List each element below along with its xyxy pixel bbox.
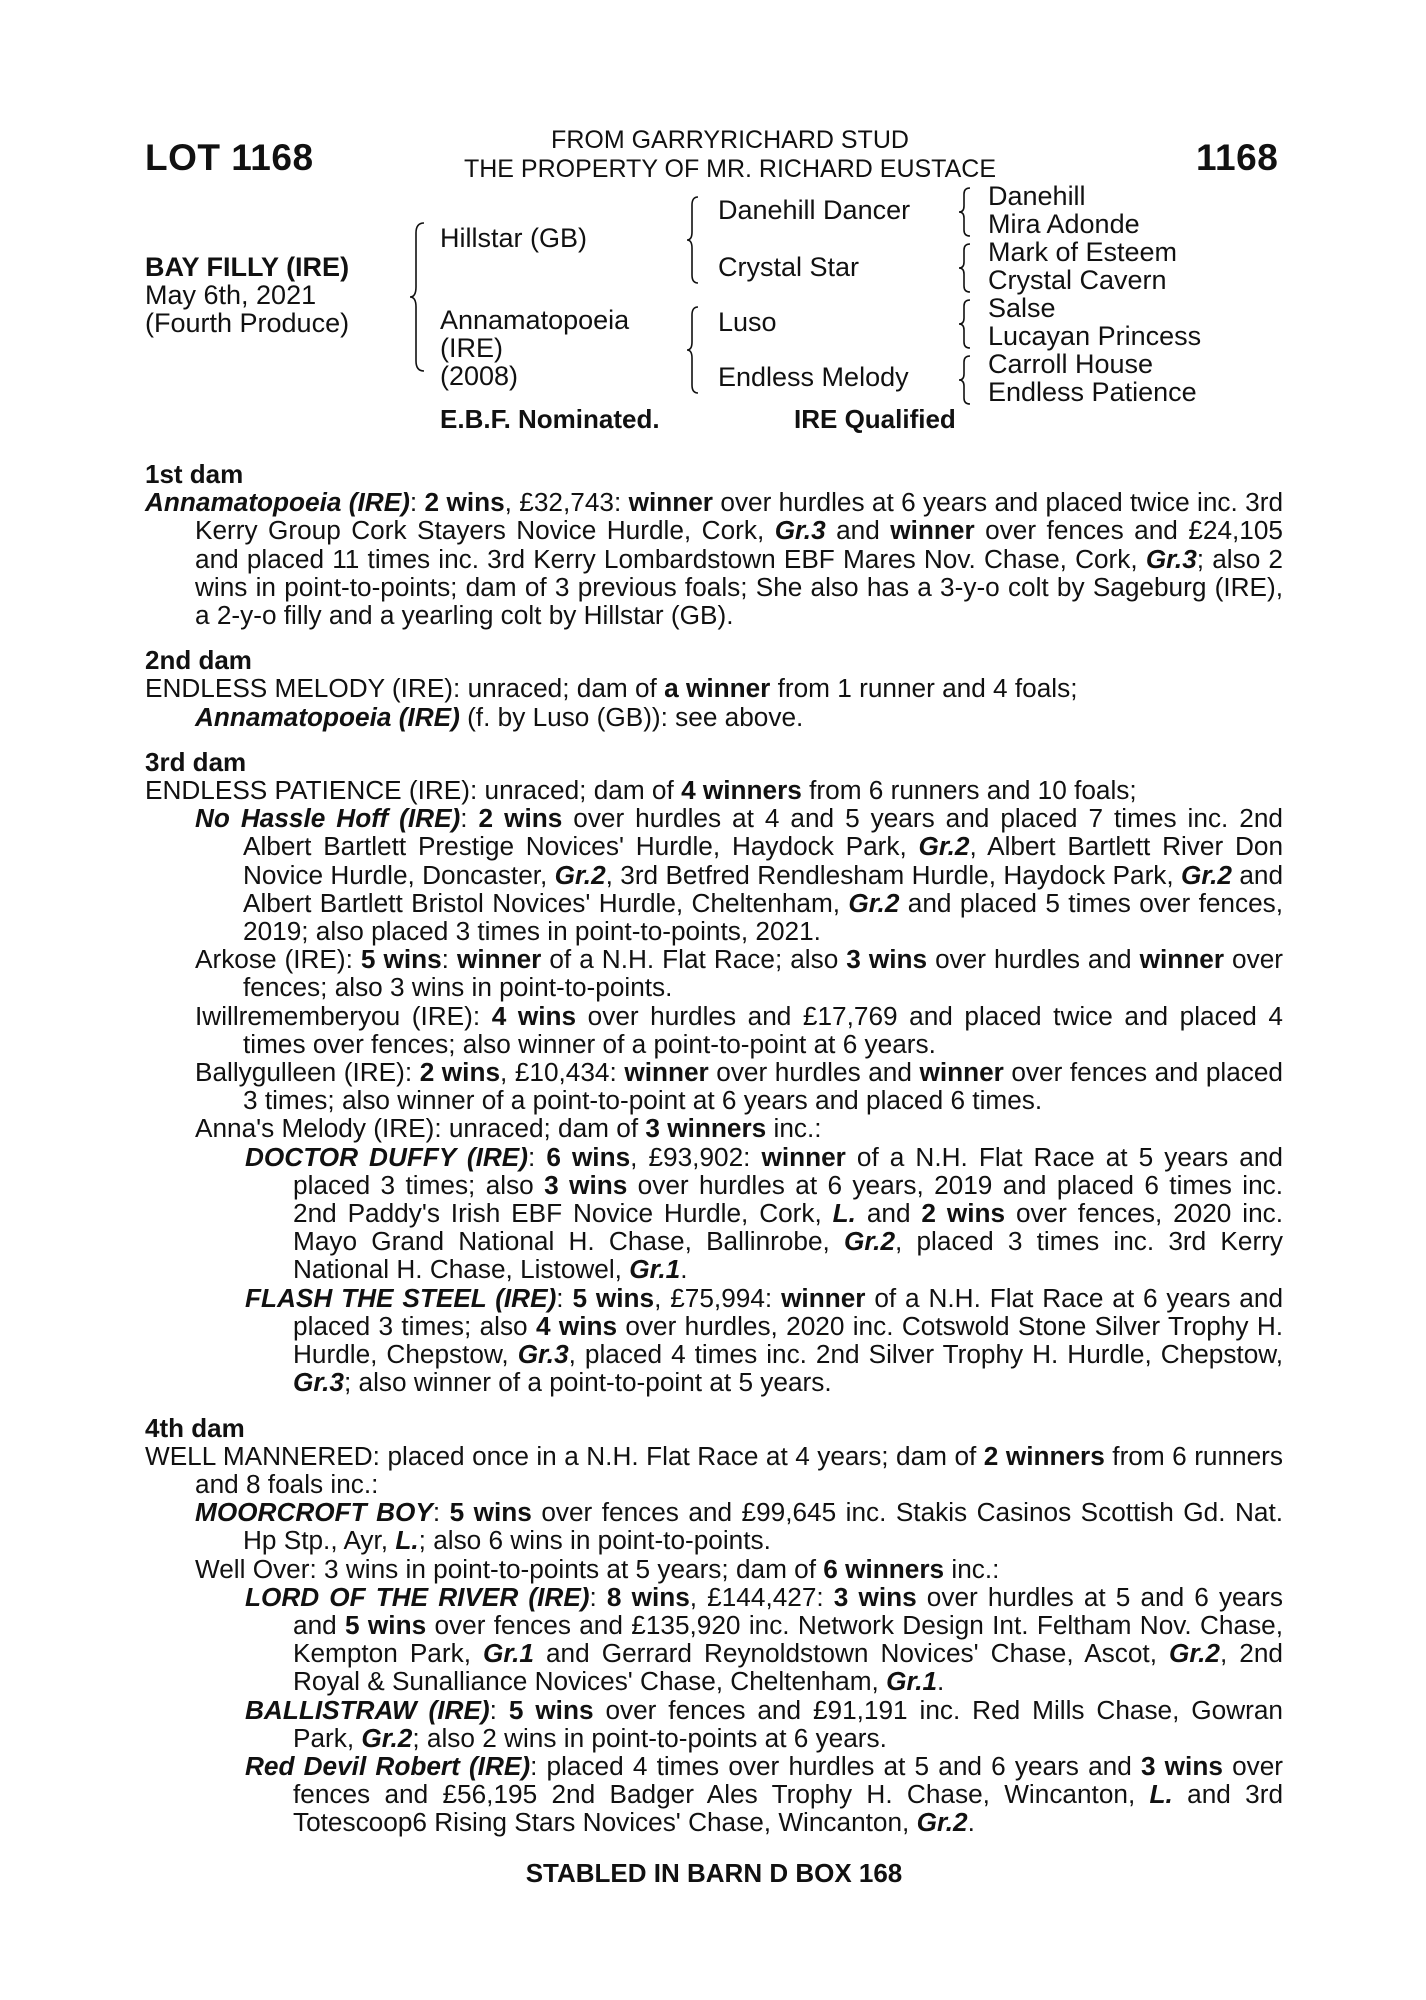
pedigree-dam-year: (2008)	[440, 361, 519, 391]
produce-entry	[145, 1114, 1283, 1142]
grade: Gr.1	[483, 1638, 534, 1669]
text: over hurdles and £17,769 and placed twice and placed 4 times over fences; also winner of a point-to-point at 6 years.	[243, 1000, 1283, 1059]
text: ENDLESS MELODY (IRE): unraced; dam of	[145, 673, 665, 704]
emphasis: winner	[624, 1057, 709, 1088]
horse-name: DOCTOR DUFFY (IRE)	[245, 1141, 528, 1172]
dam-record	[145, 488, 1283, 629]
grand-produce-entry	[145, 1752, 1283, 1837]
text: .	[967, 1807, 975, 1838]
grade: Gr.1	[886, 1666, 938, 1697]
text: :	[556, 1282, 573, 1313]
pedigree-sire: Hillstar (GB)	[440, 223, 587, 253]
emphasis: 2 wins	[424, 487, 505, 518]
text: from 6 runners and 10 foals;	[801, 775, 1137, 806]
text: over hurdles, 2020 inc. Cotswold Stone Silver Trophy H. Hurdle, Chepstow,	[293, 1310, 1284, 1370]
pedigree-sire-dam: Crystal Star	[718, 252, 860, 282]
text: :	[409, 487, 425, 518]
text: over fences, 2020 inc. Mayo Grand National H. Chase, Ballinrobe,	[293, 1198, 1283, 1257]
stabled-footer: STABLED IN BARN D BOX 168	[525, 1857, 903, 1888]
grade: Gr.2	[916, 1807, 968, 1838]
produce-entry	[145, 945, 1283, 1001]
emphasis: 3 wins	[833, 1581, 917, 1612]
text: ; also 6 wins in point-to-points.	[418, 1525, 771, 1556]
emphasis: 4 wins	[491, 1000, 577, 1031]
produce-entry	[145, 1058, 1283, 1114]
section-4th-dam	[145, 1414, 1283, 1837]
section-heading: 2nd dam	[145, 645, 252, 676]
pedigree-ancestor-4: Crystal Cavern	[988, 265, 1167, 295]
text: , £144,427:	[689, 1581, 834, 1612]
text: ; also 2 wins in point-to-points; dam of 3 previous foals; She also has a 3-y-o colt by Sageburg (IRE), a 2-y-o filly and a yearling colt by Hillstar (GB).	[195, 543, 1283, 631]
pedigree-dam	[440, 306, 629, 390]
text: , 3rd Betfred Rendlesham Hurdle, Haydock Park,	[605, 859, 1182, 890]
horse-name: Annamatopoeia (IRE)	[145, 487, 410, 518]
pedigree-ancestor-7: Carroll House	[988, 349, 1154, 379]
grand-produce-entry	[145, 1284, 1283, 1397]
text: Anna's Melody (IRE): unraced; dam of	[195, 1113, 646, 1144]
emphasis: 4 winners	[681, 775, 802, 806]
text: of a N.H. Flat Race; also	[541, 944, 847, 975]
text: and placed 5 times over fences, 2019; also placed 3 times in point-to-points, 2021.	[243, 887, 1283, 947]
pedigree-dam-sire: Luso	[718, 307, 777, 337]
text: Iwillrememberyou (IRE):	[195, 1000, 492, 1031]
emphasis: 6 winners	[823, 1553, 945, 1584]
produce-entry	[145, 804, 1283, 945]
text: from 6 runners and 8 foals inc.:	[195, 1440, 1283, 1499]
emphasis: 2 wins	[419, 1057, 501, 1088]
text: of a N.H. Flat Race at 5 years and placed 3 times; also	[293, 1141, 1283, 1200]
section-1st-dam	[145, 460, 1283, 629]
pedigree-ancestor-6: Lucayan Princess	[988, 321, 1202, 351]
consignor-from: FROM GARRYRICHARD STUD	[551, 126, 909, 154]
lot-number: 1168	[1196, 137, 1279, 178]
section-2nd-dam	[145, 646, 1283, 731]
produce-record	[145, 460, 1283, 1887]
emphasis: 5 wins	[572, 1282, 655, 1313]
grade: Gr.3	[774, 515, 826, 546]
grade: Gr.2	[844, 1226, 896, 1257]
pedigree-ancestor-2: Mira Adonde	[988, 209, 1140, 239]
pedigree-sire-sire: Danehill Dancer	[718, 195, 911, 225]
ire-qualified: IRE Qualified	[794, 404, 956, 434]
produce-entry	[145, 1002, 1283, 1058]
text: WELL MANNERED: placed once in a N.H. Flat Race at 4 years; dam of	[145, 1440, 984, 1471]
text: over fences and £91,191 inc. Red Mills Chase, Gowran Park,	[293, 1694, 1283, 1753]
text: , Albert Bartlett River Don Novice Hurdle, Doncaster,	[243, 831, 1284, 890]
dam-record	[145, 674, 1283, 702]
text: Ballygulleen (IRE):	[195, 1057, 420, 1088]
grand-produce-entry	[145, 1583, 1283, 1696]
grade: Gr.2	[1169, 1638, 1220, 1669]
text: ; also 2 wins in point-to-points at 6 years.	[412, 1722, 887, 1753]
dam-record	[145, 776, 1283, 804]
horse-name: BAY FILLY (IRE)	[145, 252, 350, 282]
section-heading: 1st dam	[145, 459, 244, 489]
text: over hurdles and	[708, 1057, 920, 1088]
text: .	[937, 1666, 945, 1697]
emphasis: a winner	[664, 673, 771, 704]
ebf-nominated: E.B.F. Nominated.	[440, 404, 660, 434]
consignor-block	[430, 126, 1030, 184]
emphasis: winner	[890, 515, 975, 546]
text: over fences and £135,920 inc. Network Design Int. Feltham Nov. Chase, Kempton Park,	[293, 1609, 1283, 1669]
pedigree-brace-g2	[957, 242, 973, 294]
produce-entry	[145, 1555, 1283, 1583]
emphasis: 2 winners	[983, 1440, 1105, 1471]
text: and	[855, 1198, 922, 1229]
grade: Gr.3	[293, 1367, 344, 1398]
text: :	[589, 1581, 607, 1612]
emphasis: 3 wins	[544, 1169, 628, 1200]
text: over fences and £99,645 inc. Stakis Casinos Scottish Gd. Nat. Hp Stp., Ayr,	[243, 1497, 1283, 1556]
text: over hurdles at 6 years, 2019 and placed 6 times inc. 2nd Paddy's Irish EBF Novice Hurdle, Cork,	[293, 1169, 1284, 1229]
pedigree-brace-g4	[957, 354, 973, 406]
text: over hurdles at 5 and 6 years and	[293, 1581, 1283, 1640]
grade: Gr.2	[361, 1722, 413, 1753]
text: , £93,902:	[630, 1141, 762, 1172]
text: ENDLESS PATIENCE (IRE): unraced; dam of	[145, 775, 682, 806]
text: , £10,434:	[500, 1057, 625, 1088]
produce-entry	[145, 703, 1283, 731]
emphasis: 5 wins	[345, 1609, 427, 1640]
produce-entry	[145, 1498, 1283, 1554]
text: over hurdles at 6 years and placed twice inc. 3rd Kerry Group Cork Stayers Novice Hurdle, Cork,	[195, 487, 1284, 546]
horse-name: No Hassle Hoff (IRE)	[195, 803, 461, 834]
text: , £32,743:	[504, 487, 629, 518]
emphasis: 5 wins	[360, 944, 442, 975]
text: : placed 4 times over hurdles at 5 and 6 years and	[530, 1750, 1141, 1781]
text: over fences and £56,195 2nd Badger Ales Trophy H. Chase, Wincanton,	[293, 1750, 1284, 1810]
pedigree-dam-country: (IRE)	[440, 333, 503, 363]
pedigree-main-brace	[408, 221, 428, 373]
emphasis: winner	[781, 1282, 866, 1313]
grade: Gr.2	[848, 887, 900, 918]
pedigree-ancestor-1: Danehill	[988, 181, 1086, 211]
consignor-property: THE PROPERTY OF MR. RICHARD EUSTACE	[463, 155, 996, 183]
text: , placed 3 times inc. 3rd Kerry National H. Chase, Listowel,	[293, 1226, 1283, 1285]
emphasis: 3 wins	[846, 944, 928, 975]
text: Arkose (IRE):	[195, 944, 361, 975]
text: :	[432, 1497, 450, 1528]
pedigree-brace-g1	[957, 186, 973, 238]
horse-name: FLASH THE STEEL (IRE)	[245, 1282, 557, 1313]
grand-produce-entry	[145, 1696, 1283, 1752]
emphasis: 6 wins	[546, 1141, 631, 1172]
text: over hurdles and	[927, 944, 1140, 975]
section-heading: 4th dam	[145, 1412, 245, 1443]
text: :	[460, 803, 479, 834]
emphasis: 4 wins	[535, 1310, 618, 1341]
text: over fences; also 3 wins in point-to-points.	[243, 944, 1283, 1003]
pedigree-dam-name: Annamatopoeia	[440, 305, 630, 335]
text: inc.:	[944, 1553, 1000, 1584]
text: , placed 4 times inc. 2nd Silver Trophy H. Hurdle, Chepstow,	[568, 1339, 1283, 1370]
section-heading: 3rd dam	[145, 746, 247, 777]
text: and Gerrard Reynoldstown Novices' Chase, Ascot,	[533, 1638, 1170, 1669]
pedigree-ancestor-3: Mark of Esteem	[988, 237, 1178, 267]
horse-name: LORD OF THE RIVER (IRE)	[245, 1581, 590, 1612]
text: over hurdles at 4 and 5 years and placed 7 times inc. 2nd Albert Bartlett Prestige Novices' Hurdle, Haydock Park,	[243, 803, 1283, 862]
emphasis: winner	[628, 487, 714, 518]
emphasis: 2 wins	[921, 1198, 1006, 1229]
emphasis: winner	[761, 1141, 846, 1172]
grade: Gr.3	[517, 1339, 569, 1370]
emphasis: 3 wins	[1140, 1750, 1223, 1781]
text: (f. by Luso (GB)): see above.	[459, 701, 804, 732]
emphasis: 3 winners	[645, 1113, 767, 1144]
text: over fences and £24,105 and placed 11 times inc. 3rd Kerry Lombardstown EBF Mares Nov. Chase, Cork,	[195, 515, 1283, 574]
horse-name: BALLISTRAW (IRE)	[245, 1694, 490, 1725]
grade: Gr.2	[554, 859, 606, 890]
horse-foaled: May 6th, 2021	[145, 280, 317, 310]
grade: L.	[832, 1198, 856, 1229]
horse-name: MOORCROFT BOY	[195, 1497, 433, 1528]
grand-produce-entry	[145, 1143, 1283, 1284]
text: :	[441, 944, 457, 975]
text: , £75,994:	[654, 1282, 782, 1313]
pedigree-brace-g3	[957, 298, 973, 350]
dam-record	[145, 1442, 1283, 1498]
pedigree-dam-brace	[685, 305, 701, 395]
grade: L.	[1149, 1779, 1173, 1810]
text: and	[825, 515, 891, 546]
text: Well Over: 3 wins in point-to-points at 5 years; dam of	[195, 1553, 824, 1584]
emphasis: 5 wins	[449, 1497, 532, 1528]
text: , 2nd Royal & Sunalliance Novices' Chase, Cheltenham,	[293, 1638, 1283, 1697]
text: over fences and placed 3 times; also winner of a point-to-point at 6 years and placed 6 times.	[243, 1057, 1283, 1116]
pedigree-ancestor-8: Endless Patience	[988, 377, 1197, 407]
horse-name: Red Devil Robert (IRE)	[245, 1750, 531, 1781]
grade: L.	[395, 1525, 419, 1556]
pedigree-sire-brace	[685, 195, 701, 285]
horse-name: Annamatopoeia (IRE)	[195, 701, 460, 732]
pedigree-dam-dam: Endless Melody	[718, 362, 909, 392]
text: ; also winner of a point-to-point at 5 years.	[343, 1367, 832, 1398]
emphasis: 2 wins	[478, 803, 563, 834]
grade: Gr.3	[1145, 543, 1197, 574]
emphasis: 8 wins	[606, 1581, 690, 1612]
emphasis: 5 wins	[508, 1694, 594, 1725]
grade: Gr.2	[1181, 859, 1232, 890]
horse-identity	[145, 253, 349, 337]
grade: Gr.1	[629, 1254, 681, 1285]
lot-label: LOT 1168	[145, 137, 314, 178]
emphasis: winner	[456, 944, 542, 975]
grade: Gr.2	[918, 831, 970, 862]
text: of a N.H. Flat Race at 6 years and placed 3 times; also	[293, 1282, 1284, 1341]
section-3rd-dam	[145, 748, 1283, 1397]
text: and Albert Bartlett Bristol Novices' Hurdle, Cheltenham,	[243, 859, 1284, 918]
text: and 3rd Totescoop6 Rising Stars Novices' Chase, Wincanton,	[293, 1779, 1284, 1838]
emphasis: winner	[1139, 944, 1225, 975]
text: .	[680, 1254, 688, 1285]
horse-produce: (Fourth Produce)	[145, 308, 350, 338]
pedigree-ancestor-5: Salse	[988, 293, 1056, 323]
text: :	[489, 1694, 509, 1725]
text: inc.:	[766, 1113, 822, 1144]
text: :	[528, 1141, 547, 1172]
text: from 1 runner and 4 foals;	[770, 673, 1078, 704]
emphasis: winner	[919, 1057, 1004, 1088]
